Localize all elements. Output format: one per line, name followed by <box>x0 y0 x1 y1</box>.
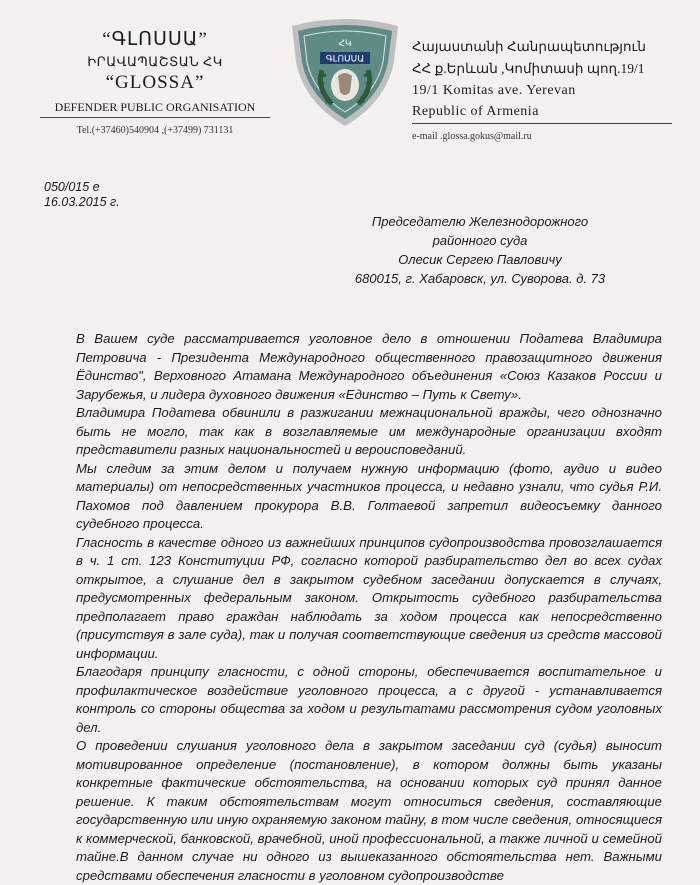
address-armenian: ՀՀ ք.Երևան ,Կոմիտասի պող.19/1 <box>412 61 645 76</box>
document-reference <box>44 180 120 210</box>
letter-body <box>76 330 662 885</box>
country-latin: Republic of Armenia <box>412 104 672 124</box>
addressee-line-2: районного суда <box>432 233 528 248</box>
org-subtitle-armenian: ԻՐԱՎԱՊԱՇՏԱՆ ՀԿ <box>87 54 223 69</box>
paragraph: В Вашем суде рассматривается уголовное дело в отношении Податева Владимира Петровича - Президента Международного общественного правозащитного движения Ёдинство", Верховного Атамана Международного объединения «Союз Казаков России и Зарубежья, и лидера духовного движения «Единство – Путь к Свету». <box>76 331 662 402</box>
org-header-right <box>412 36 672 142</box>
org-phone: Tel.(+37460)540904 ,(+37499) 731131 <box>76 125 234 136</box>
paragraph: Владимира Податева обвинили в разжигании межнациональной вражды, чего однозначно быть не могло, так как в возглавляемые им международные организации входят представители разных национальностей и вероисповеданий. <box>76 405 662 457</box>
org-email: e-mail .glossa.gokus@mail.ru <box>412 131 532 142</box>
reference-date: 16.03.2015 г. <box>44 195 120 209</box>
country-armenian: Հայաստանի Հանրապետություն <box>412 39 646 54</box>
org-name-armenian: “ԳԼՈՍՍԱ” <box>102 29 208 50</box>
address-latin: 19/1 Komitas ave. Yerevan <box>412 83 576 98</box>
addressee-line-4: 680015, г. Хабаровск, ул. Суворова. д. 73 <box>354 271 606 286</box>
paragraph: Благодаря принципу гласности, с одной стороны, обеспечивается воспитательное и профилактическое воздействие уголовного процесса, а с другой - устанавливается контроль со стороны общества за ходом и результатами рассмотрения судом уголовных дел. <box>76 664 662 735</box>
reference-number: 050/015 е <box>44 180 100 194</box>
paragraph: Гласность в качестве одного из важнейших принципов судопроизводства провозглашается в ч. 1 ст. 123 Конституции РФ, согласно которой разбирательство дел во всех судах открытое, а слушание дел в закрытом судебном заседании допускается в случаях, предусмотренных федеральным законом. Открытость судебного разбирательства предполагает право граждан наблюдать за ходом процесса как непосредственно (присутствуя в зале суда), так и получая соответствующие сведения из средств массовой информации. <box>76 534 662 661</box>
org-header-left <box>40 28 270 136</box>
logo-banner-text: ԳԼՈՍՍԱ <box>325 53 365 64</box>
paragraph: Мы следим за этим делом и получаем нужную информацию (фото, аудио и видео материалы) от непосредственных участников процесса, и недавно узнали, что судья Р.И. Пахомов под давлением прокурора В.В. Голтаевой запретил видеосъемку данного судебного процесса. <box>76 460 662 531</box>
addressee-line-1: Председателю Железнодорожного <box>371 214 589 229</box>
shield-emblem-icon <box>286 18 404 130</box>
org-type: DEFENDER PUBLIC ORGANISATION <box>40 100 270 118</box>
addressee-line-3: Олесик Сергею Павловичу <box>398 252 562 267</box>
logo-top-text: ՀԿ <box>338 38 352 48</box>
addressee-block <box>300 212 660 288</box>
org-name-latin: “GLOSSA” <box>105 72 205 93</box>
paragraph: О проведении слушания уголовного дела в закрытом заседании суд (судья) выносит мотивированное определение (постановление), в котором должны быть указаны конкретные фактические обстоятельства, на основании которых суд принял данное решение. К таким обстоятельствам могут относиться сведения, составляющие государственную или иную охраняемую законом тайну, в том числе сведения, относящиеся к коммерческой, банковской, врачебной, иной профессиональной, а также личной и семейной тайне.В данном случае ни одного из вышеказанного обстоятельства нет. Важными средствами обеспечения гласности в уголовном судопроизводстве <box>76 738 662 883</box>
